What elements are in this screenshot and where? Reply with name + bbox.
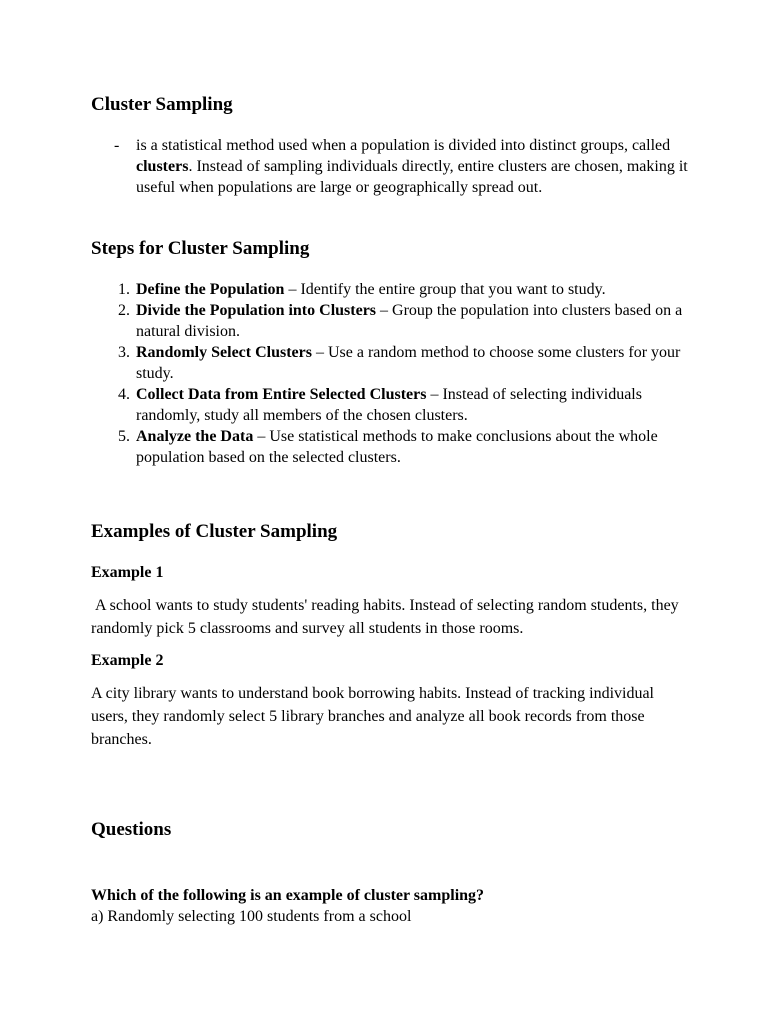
step-text [136, 342, 691, 384]
examples-heading: Examples of Cluster Sampling [91, 521, 338, 542]
questions-heading: Questions [91, 819, 172, 840]
step-text [136, 300, 691, 342]
example-1-text: A school wants to study students' reading habits. Instead of selecting random students, they randomly pick 5 classrooms and survey all students in those rooms. [91, 597, 683, 637]
dash-marker: - [114, 137, 120, 154]
definition-text-before: is a statistical method used when a population is divided into distinct groups, called [136, 137, 671, 154]
step-bold: Collect Data from Entire Selected Clusters [136, 386, 427, 403]
step-number: 4. [118, 386, 130, 403]
step-desc: – Instead of selecting individuals randomly, study all members of the chosen clusters. [136, 386, 642, 424]
step-text [136, 426, 691, 468]
step-desc: – Use statistical methods to make conclusions about the whole population based on the selected clusters. [136, 428, 658, 466]
definition-text [136, 135, 691, 198]
step-text [136, 279, 691, 300]
step-number: 3. [118, 344, 130, 361]
example-2-text: A city library wants to understand book borrowing habits. Instead of tracking individual users, they randomly select 5 library branches and analyze all book records from those branches. [91, 685, 654, 748]
steps-list [91, 279, 691, 468]
definition-item [91, 135, 691, 198]
step-desc: – Use a random method to choose some clusters for your study. [136, 344, 681, 382]
definition-bold-term: clusters [136, 158, 189, 175]
step-desc: – Identify the entire group that you want to study. [284, 281, 606, 298]
step-item [91, 384, 691, 426]
steps-heading: Steps for Cluster Sampling [91, 238, 310, 259]
step-item [91, 279, 691, 300]
step-item [91, 426, 691, 468]
step-text [136, 384, 691, 426]
step-item [91, 300, 691, 342]
step-number: 2. [118, 302, 130, 319]
step-bold: Randomly Select Clusters [136, 344, 312, 361]
question-1-option-a: a) Randomly selecting 100 students from a school [91, 908, 412, 925]
step-number: 5. [118, 428, 130, 445]
cluster-sampling-heading: Cluster Sampling [91, 94, 233, 115]
question-1-text: Which of the following is an example of cluster sampling? [91, 887, 485, 904]
step-number: 1. [118, 281, 130, 298]
definition-text-after: . Instead of sampling individuals directly, entire clusters are chosen, making it useful when populations are large or geographically spread out. [136, 158, 688, 196]
definition-list [91, 135, 691, 198]
step-item [91, 342, 691, 384]
step-bold: Analyze the Data [136, 428, 254, 445]
example-2-heading: Example 2 [91, 652, 164, 669]
example-1-heading: Example 1 [91, 564, 164, 581]
step-bold: Define the Population [136, 281, 285, 298]
step-bold: Divide the Population into Clusters [136, 302, 377, 319]
step-desc: – Group the population into clusters based on a natural division. [136, 302, 683, 340]
